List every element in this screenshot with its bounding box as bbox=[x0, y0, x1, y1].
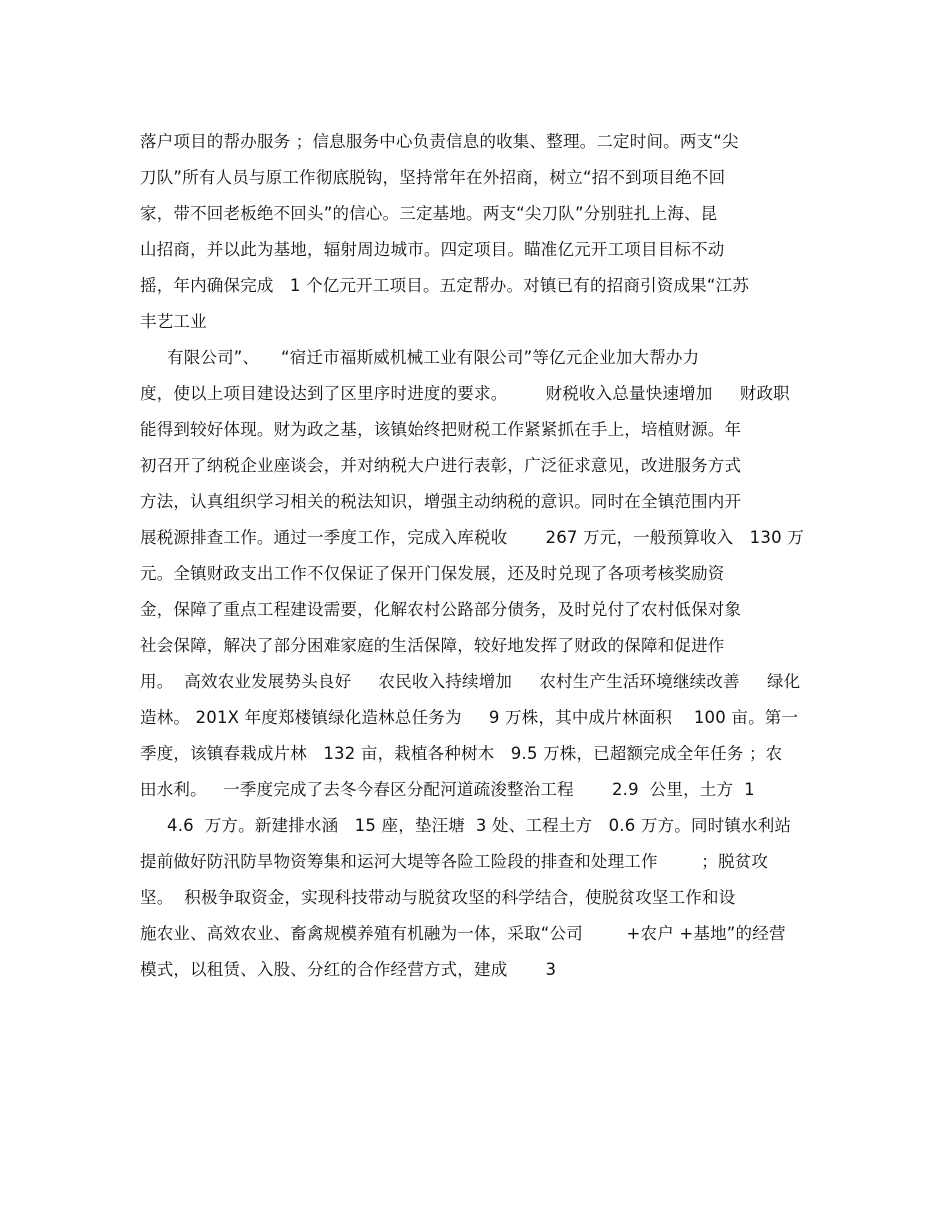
text-line: 方法，认真组织学习相关的税法知识，增强主动纳税的意识。同时在全镇范围内开 bbox=[140, 492, 742, 511]
text-line: 家，带不回老板绝不回头”的信心。三定基地。两支“尖刀队”分别驻扎上海、昆 bbox=[140, 204, 718, 223]
text-line: 提前做好防汛防旱物资筹集和运河大堤等各险工险段的排查和处理工作 ；脱贫攻 bbox=[140, 852, 769, 871]
text-line: 落户项目的帮办服务 ；信息服务中心负责信息的收集、整理。二定时间。两支“尖 bbox=[140, 132, 739, 151]
text-line: 展税源排查工作。通过一季度工作，完成入库税收 267 万元，一般预算收入 130 万 bbox=[140, 528, 804, 547]
text-line: 4.6 万方。新建排水涵 15 座，垫汪塘 3 处、工程土方 0.6 万方。同时镇水利站 bbox=[167, 816, 792, 835]
text-line: 施农业、高效农业、畜禽规模养殖有机融为一体，采取“公司 +农户 +基地”的经营 bbox=[140, 924, 786, 943]
text-line: 丰艺工业 bbox=[140, 312, 207, 331]
text-line: 用。 高效农业发展势头良好 农民收入持续增加 农村生产生活环境继续改善 绿化 bbox=[140, 672, 801, 691]
text-line: 刀队”所有人员与原工作彻底脱钩，坚持常年在外招商，树立“招不到项目绝不回 bbox=[140, 168, 726, 187]
text-line: 初召开了纳税企业座谈会，并对纳税大户进行表彰，广泛征求意见，改进服务方式 bbox=[140, 456, 742, 475]
text-line: 有限公司”、 “宿迁市福斯威机械工业有限公司”等亿元企业加大帮办力 bbox=[167, 348, 700, 367]
text-line: 造林。 201X 年度郑楼镇绿化造林总任务为 9 万株，其中成片林面积 100 亩。第一 bbox=[140, 708, 799, 727]
text-line: 摇，年内确保完成 1 个亿元开工项目。五定帮办。对镇已有的招商引资成果“江苏 bbox=[140, 276, 750, 295]
text-line: 坚。 积极争取资金，实现科技带动与脱贫攻坚的科学结合，使脱贫攻坚工作和设 bbox=[140, 888, 736, 907]
text-line: 社会保障，解决了部分困难家庭的生活保障，较好地发挥了财政的保障和促进作 bbox=[140, 636, 725, 655]
text-line: 金，保障了重点工程建设需要，化解农村公路部分债务，及时兑付了农村低保对象 bbox=[140, 600, 742, 619]
text-line: 田水利。 一季度完成了去冬今春区分配河道疏浚整治工程 2.9 公里，土方 1 bbox=[140, 780, 755, 799]
text-line: 度，使以上项目建设达到了区里序时进度的要求。 财税收入总量快速增加 财政职 bbox=[140, 384, 790, 403]
text-line: 元。全镇财政支出工作不仅保证了保开门保发展，还及时兑现了各项考核奖励资 bbox=[140, 564, 725, 583]
text-line: 能得到较好体现。财为政之基，该镇始终把财税工作紧紧抓在手上，培植财源。年 bbox=[140, 420, 742, 439]
text-line: 季度，该镇春栽成片林 132 亩，栽植各种树木 9.5 万株，已超额完成全年任务 ；农 bbox=[140, 744, 783, 763]
text-line: 模式，以租赁、入股、分红的合作经营方式，建成 3 bbox=[140, 960, 557, 979]
text-line: 山招商，并以此为基地，辐射周边城市。四定项目。瞄准亿元开工项目目标不动 bbox=[140, 240, 725, 259]
